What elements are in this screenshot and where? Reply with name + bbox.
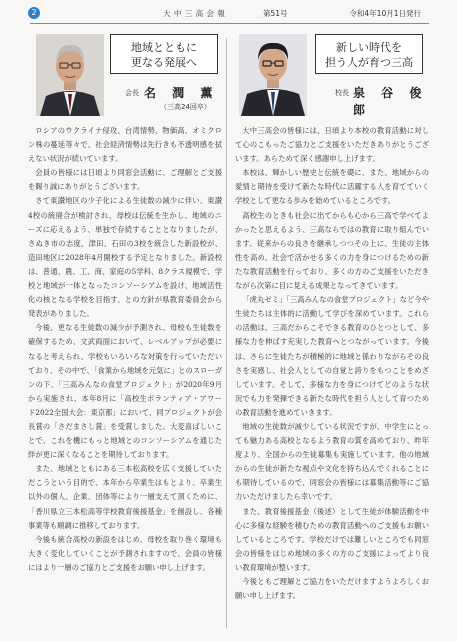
left-role: 会長 — [125, 89, 139, 97]
right-paragraph: また、教育後援基金（後述）として生徒が体験活動を中心に多様な経験を積むための教育活動へのご支援もお願いしているところです。学校だけでは難しいところでも同窓会の皆様をはじめ地域の多くの方のご支援によってより良い教育環境が整います。 — [235, 506, 429, 572]
page-number-badge: 2 — [28, 7, 40, 19]
issue-number: 第51号 — [263, 9, 288, 18]
principal-photo — [239, 34, 307, 116]
right-paragraph: 地域の生徒数が減少している状況ですが、中学生にとっても魅力ある高校となるよう教育の質を高めており、昨年度より、全国からの生徒募集も実施しています。他の地域からの生徒が新たな視点や文化を持ち込んでくれることにも期待しているので、同窓会の皆様には募集活動等にご協力いただけましたら幸いです。 — [235, 421, 429, 502]
right-name: 泉 谷 俊 郎 — [353, 86, 428, 117]
left-paragraph: 会員の皆様には日頃より同窓会活動に、ご理解とご支援を賜り誠にありがとうございます。 — [28, 168, 222, 192]
right-body — [235, 124, 429, 603]
newsletter-title: 大 中 三 高 会 報 — [163, 9, 226, 18]
right-role: 校長 — [335, 89, 349, 97]
left-paragraph: さて東讃地区の少子化による生徒数の減少に伴い、東讃4校の統廃合が検討され、母校は伝統を生かし、地域のニーズに応えるよう、単独で存続することとなりましたが、さぬき市の志度、津田、石田の3校を統合した新設校が、造田地区に2028年4月開校する予定となりました。新設校は、普通、農、工、商、家庭の5学科、8クラス規模で、学校と地域が一体となったコンソーシアムを設け、地域活性化の核となる学校を目指す、との方針が県教育委員会から発表がありました。 — [28, 196, 222, 319]
left-sub: （三高24回卒） — [160, 103, 211, 111]
president-photo — [36, 34, 104, 116]
column-divider — [226, 38, 227, 628]
left-paragraph: また、地域とともにある三本松高校を広く支援していただこうという目的で、本年から卒業生はもとより、卒業生以外の個人、企業、団体等により一層支えて頂くために、「香川県立三本松高等学校教育後援基金」を創設し、各種事業等も順調に推移しております。 — [28, 464, 222, 530]
left-title-box — [110, 34, 218, 74]
right-paragraph: 本校は、輝かしい歴史と伝統を礎に、また、地域からの愛情と期待を受けて新たな時代に活躍する人を育てていく学校として更なる歩みを始めているところです。 — [235, 168, 429, 206]
page-header — [0, 0, 457, 26]
right-paragraph: 大中三高会の皆様には、日頃より本校の教育活動に対して心のこもったご協力とご支援をいただきありがとうございます。あらためて深く感謝申し上げます。 — [235, 126, 429, 164]
left-name: 名 潤 薫 — [144, 86, 219, 100]
issue-date: 令和4年10月1日発行 — [349, 9, 421, 18]
left-paragraph: ロシアのウクライナ侵攻、台湾情勢、物価高、オミクロン株の蔓延等々で、社会経済情勢は先行きも不透明感を拭えない状況が続いています。 — [28, 126, 222, 164]
left-body — [28, 124, 222, 575]
right-paragraph: 高校生のときも社会に出てからも心から三高で学べてよかったと思えるよう、三高ならではの教育に取り組んでいます。従来からの良さを継承しつつその上に、生徒の主体性を高め、社会で活かせる多くの力を身につけるための新たな教育活動を行っており、多くの方のご支援をいただきながら次第に目に見える成果となってきています。 — [235, 210, 429, 291]
right-paragraph: 「虎丸ゼミ」「三高みんなの食堂プロジェクト」など今や生徒たちは主体的に活動して学びを深めています。これらの活動は、三高だからこそできる教育のひとつとして、多様な力を伸ばす充実した教育へとつながっています。今後は、さらに生徒たちが積極的に地域と係わりながらその良さを実感し、社会人としての自覚と誇りをもつことをめざしています。そして、多様な力を身につけてどのような状況でも力を発揮できる新たな時代を担う人として育つための教育活動を進めていきます。 — [235, 295, 429, 417]
left-title-line2: 更なる発展へ — [131, 56, 197, 69]
left-paragraph: 今後、更なる生徒数の減少が予測され、母校も生徒数を確保するため、文武両面において、レベルアップが必要になると考えられ、学校もいろいろな対策を行っていただいており、その中で、「食業から地域を元気に」とのスローガンの下、「三高みんなの食堂プロジェクト」が2020年9月から実施され、本年8月に「高校生ボランティア・アワード2022全国大会：東京都」において、同プロジェクトが会長賞の「さだまさし賞」を受賞しました。大変喜ばしいことで、これを機にもっと地域とのコンソーシアムを通じた絆が更に深くなることを期待しております。 — [28, 323, 222, 460]
header-rule — [30, 23, 429, 24]
left-title-line1: 地域とともに — [131, 41, 197, 54]
right-title-line1: 新しい時代を — [336, 41, 402, 54]
right-paragraph: 今後ともご理解とご協力をいただけますようよろしくお願い申し上げます。 — [235, 577, 429, 601]
left-paragraph: 今後も統合高校の新設をはじめ、母校を取り巻く環境も大きく変化していくことが予測されますので、会員の皆様にはより一層のご協力とご支援をお願い申し上げます。 — [28, 534, 222, 572]
right-title-box — [315, 34, 423, 74]
right-title-line2: 担う人が育つ三高 — [325, 56, 413, 69]
